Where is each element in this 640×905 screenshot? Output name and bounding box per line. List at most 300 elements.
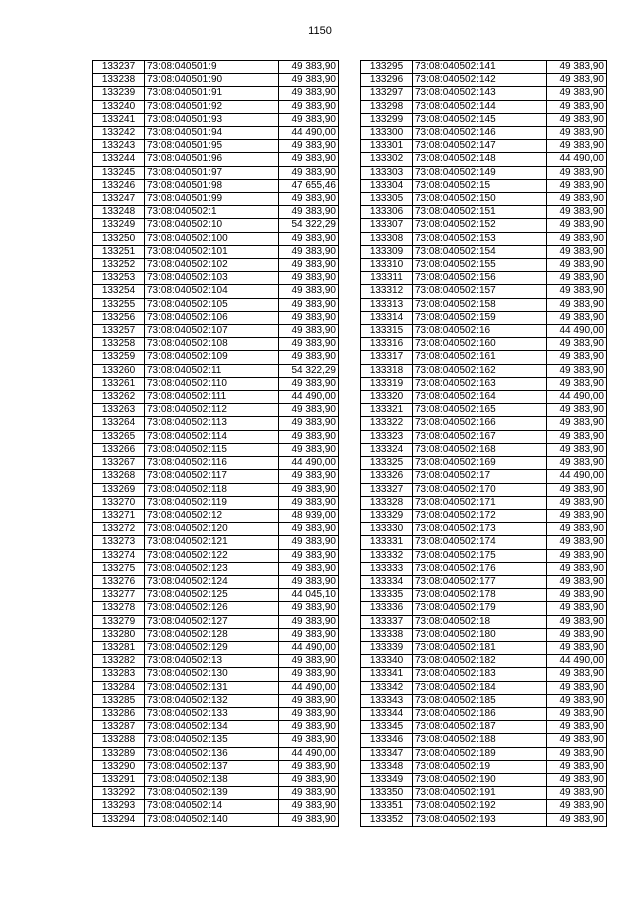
table-row (93, 562, 339, 575)
cadastral-number: 73:08:040502:107 (145, 325, 279, 338)
cadastral-value: 49 383,90 (279, 523, 339, 536)
cadastral-number: 73:08:040502:137 (145, 760, 279, 773)
cadastral-number: 73:08:040502:159 (413, 311, 547, 324)
table-row (93, 800, 339, 813)
table-row (361, 496, 607, 509)
table-row (93, 113, 339, 126)
row-number: 133347 (361, 747, 413, 760)
cadastral-value: 49 383,90 (547, 285, 607, 298)
table-row (361, 470, 607, 483)
cadastral-number: 73:08:040502:161 (413, 351, 547, 364)
cadastral-value: 49 383,90 (547, 193, 607, 206)
row-number: 133320 (361, 391, 413, 404)
cadastral-number: 73:08:040502:170 (413, 483, 547, 496)
row-number: 133311 (361, 272, 413, 285)
table-row (93, 325, 339, 338)
row-number: 133259 (93, 351, 145, 364)
table-row (361, 74, 607, 87)
row-number: 133292 (93, 787, 145, 800)
cadastral-value: 49 383,90 (279, 338, 339, 351)
cadastral-number: 73:08:040502:146 (413, 127, 547, 140)
row-number: 133335 (361, 589, 413, 602)
row-number: 133329 (361, 509, 413, 522)
cadastral-number: 73:08:040501:9 (145, 61, 279, 74)
table-row (361, 800, 607, 813)
cadastral-number: 73:08:040502:138 (145, 773, 279, 786)
cadastral-value: 49 383,90 (279, 575, 339, 588)
cadastral-value: 49 383,90 (279, 61, 339, 74)
table-row (361, 232, 607, 245)
cadastral-value: 44 490,00 (279, 391, 339, 404)
table-row (361, 443, 607, 456)
row-number: 133301 (361, 140, 413, 153)
cadastral-number: 73:08:040502:113 (145, 417, 279, 430)
cadastral-number: 73:08:040502:153 (413, 232, 547, 245)
cadastral-number: 73:08:040502:139 (145, 787, 279, 800)
table-row (93, 100, 339, 113)
table-row (93, 483, 339, 496)
table-row (93, 773, 339, 786)
table-row (361, 193, 607, 206)
cadastral-number: 73:08:040502:144 (413, 100, 547, 113)
cadastral-number: 73:08:040501:91 (145, 87, 279, 100)
table-row (361, 351, 607, 364)
row-number: 133317 (361, 351, 413, 364)
row-number: 133291 (93, 773, 145, 786)
cadastral-value: 49 383,90 (279, 721, 339, 734)
table-row (93, 628, 339, 641)
cadastral-number: 73:08:040502:165 (413, 404, 547, 417)
table-row (93, 87, 339, 100)
table-row (361, 509, 607, 522)
cadastral-number: 73:08:040502:109 (145, 351, 279, 364)
cadastral-value: 48 939,00 (279, 509, 339, 522)
row-number: 133318 (361, 364, 413, 377)
table-row (361, 259, 607, 272)
cadastral-value: 49 383,90 (279, 206, 339, 219)
cadastral-number: 73:08:040502:164 (413, 391, 547, 404)
row-number: 133283 (93, 668, 145, 681)
row-number: 133278 (93, 602, 145, 615)
table-row (361, 655, 607, 668)
table-row (93, 787, 339, 800)
row-number: 133325 (361, 457, 413, 470)
table-row (93, 707, 339, 720)
table-row (361, 575, 607, 588)
cadastral-value: 49 383,90 (547, 589, 607, 602)
table-row (361, 140, 607, 153)
cadastral-number: 73:08:040501:99 (145, 193, 279, 206)
cadastral-value: 49 383,90 (279, 404, 339, 417)
cadastral-number: 73:08:040501:98 (145, 179, 279, 192)
cadastral-value: 49 383,90 (547, 232, 607, 245)
row-number: 133265 (93, 430, 145, 443)
cadastral-value: 49 383,90 (279, 140, 339, 153)
cadastral-value: 49 383,90 (547, 259, 607, 272)
cadastral-value: 49 383,90 (279, 259, 339, 272)
cadastral-number: 73:08:040502:16 (413, 325, 547, 338)
table-row (93, 536, 339, 549)
cadastral-value: 49 383,90 (547, 773, 607, 786)
row-number: 133331 (361, 536, 413, 549)
cadastral-value: 49 383,90 (279, 813, 339, 826)
row-number: 133302 (361, 153, 413, 166)
row-number: 133333 (361, 562, 413, 575)
table-row (361, 615, 607, 628)
cadastral-value: 44 490,00 (279, 127, 339, 140)
cadastral-number: 73:08:040502:101 (145, 245, 279, 258)
cadastral-value: 49 383,90 (279, 193, 339, 206)
table-row (93, 298, 339, 311)
row-number: 133345 (361, 721, 413, 734)
cadastral-number: 73:08:040502:173 (413, 523, 547, 536)
row-number: 133336 (361, 602, 413, 615)
cadastral-value: 49 383,90 (547, 364, 607, 377)
cadastral-value: 49 383,90 (547, 813, 607, 826)
page-number: 1150 (308, 25, 332, 37)
cadastral-value: 49 383,90 (279, 483, 339, 496)
row-number: 133327 (361, 483, 413, 496)
table-row (93, 747, 339, 760)
row-number: 133305 (361, 193, 413, 206)
cadastral-value: 49 383,90 (279, 655, 339, 668)
cadastral-value: 49 383,90 (279, 113, 339, 126)
cadastral-number: 73:08:040502:157 (413, 285, 547, 298)
cadastral-number: 73:08:040502:163 (413, 377, 547, 390)
row-number: 133264 (93, 417, 145, 430)
table-row (93, 813, 339, 826)
table-row (93, 74, 339, 87)
table-row (361, 760, 607, 773)
row-number: 133246 (93, 179, 145, 192)
cadastral-number: 73:08:040502:145 (413, 113, 547, 126)
row-number: 133256 (93, 311, 145, 324)
cadastral-number: 73:08:040502:171 (413, 496, 547, 509)
row-number: 133298 (361, 100, 413, 113)
cadastral-value: 49 383,90 (279, 245, 339, 258)
row-number: 133276 (93, 575, 145, 588)
cadastral-value: 49 383,90 (547, 127, 607, 140)
cadastral-number: 73:08:040502:140 (145, 813, 279, 826)
row-number: 133242 (93, 127, 145, 140)
table-row (93, 430, 339, 443)
cadastral-number: 73:08:040502:149 (413, 166, 547, 179)
table-row (93, 404, 339, 417)
row-number: 133315 (361, 325, 413, 338)
cadastral-number: 73:08:040502:154 (413, 245, 547, 258)
row-number: 133284 (93, 681, 145, 694)
row-number: 133273 (93, 536, 145, 549)
table-row (361, 694, 607, 707)
cadastral-value: 49 383,90 (279, 166, 339, 179)
cadastral-number: 73:08:040502:104 (145, 285, 279, 298)
cadastral-value: 49 383,90 (279, 443, 339, 456)
row-number: 133241 (93, 113, 145, 126)
row-number: 133319 (361, 377, 413, 390)
row-number: 133260 (93, 364, 145, 377)
row-number: 133324 (361, 443, 413, 456)
row-number: 133346 (361, 734, 413, 747)
row-number: 133337 (361, 615, 413, 628)
cadastral-number: 73:08:040502:180 (413, 628, 547, 641)
cadastral-value: 49 383,90 (279, 734, 339, 747)
row-number: 133328 (361, 496, 413, 509)
cadastral-value: 49 383,90 (279, 285, 339, 298)
table-row (361, 153, 607, 166)
cadastral-number: 73:08:040502:118 (145, 483, 279, 496)
cadastral-number: 73:08:040501:90 (145, 74, 279, 87)
cadastral-value: 49 383,90 (279, 707, 339, 720)
row-number: 133322 (361, 417, 413, 430)
cadastral-value: 49 383,90 (547, 87, 607, 100)
cadastral-number: 73:08:040502:126 (145, 602, 279, 615)
table-row (361, 602, 607, 615)
cadastral-value: 49 383,90 (547, 272, 607, 285)
table-row (361, 813, 607, 826)
table-row (93, 496, 339, 509)
table-row (93, 575, 339, 588)
table-row (93, 285, 339, 298)
cadastral-number: 73:08:040502:10 (145, 219, 279, 232)
table-row (93, 760, 339, 773)
table-row (361, 628, 607, 641)
cadastral-number: 73:08:040501:94 (145, 127, 279, 140)
table-row (93, 245, 339, 258)
row-number: 133352 (361, 813, 413, 826)
table-row (93, 721, 339, 734)
row-number: 133252 (93, 259, 145, 272)
cadastral-number: 73:08:040502:112 (145, 404, 279, 417)
cadastral-value: 49 383,90 (547, 734, 607, 747)
row-number: 133245 (93, 166, 145, 179)
row-number: 133316 (361, 338, 413, 351)
cadastral-number: 73:08:040502:168 (413, 443, 547, 456)
cadastral-value: 49 383,90 (547, 166, 607, 179)
row-number: 133251 (93, 245, 145, 258)
cadastral-number: 73:08:040502:148 (413, 153, 547, 166)
row-number: 133267 (93, 457, 145, 470)
cadastral-number: 73:08:040502:103 (145, 272, 279, 285)
table-row (93, 127, 339, 140)
cadastral-number: 73:08:040502:178 (413, 589, 547, 602)
cadastral-value: 49 383,90 (279, 668, 339, 681)
cadastral-value: 44 490,00 (279, 681, 339, 694)
cadastral-value: 44 490,00 (279, 641, 339, 654)
cadastral-number: 73:08:040502:1 (145, 206, 279, 219)
row-number: 133341 (361, 668, 413, 681)
row-number: 133339 (361, 641, 413, 654)
table-row (93, 377, 339, 390)
table-row (361, 641, 607, 654)
cadastral-number: 73:08:040502:152 (413, 219, 547, 232)
cadastral-value: 49 383,90 (547, 100, 607, 113)
table-row (93, 734, 339, 747)
table-row (361, 338, 607, 351)
table-row (361, 523, 607, 536)
cadastral-value: 49 383,90 (547, 575, 607, 588)
row-number: 133250 (93, 232, 145, 245)
cadastral-number: 73:08:040502:193 (413, 813, 547, 826)
cadastral-value: 49 383,90 (279, 377, 339, 390)
cadastral-value: 49 383,90 (547, 245, 607, 258)
cadastral-number: 73:08:040502:182 (413, 655, 547, 668)
cadastral-value: 54 322,29 (279, 219, 339, 232)
cadastral-number: 73:08:040502:100 (145, 232, 279, 245)
cadastral-number: 73:08:040502:135 (145, 734, 279, 747)
cadastral-value: 49 383,90 (279, 153, 339, 166)
cadastral-number: 73:08:040502:162 (413, 364, 547, 377)
row-number: 133306 (361, 206, 413, 219)
table-row (361, 707, 607, 720)
cadastral-value: 49 383,90 (547, 787, 607, 800)
cadastral-number: 73:08:040502:177 (413, 575, 547, 588)
cadastral-number: 73:08:040502:129 (145, 641, 279, 654)
row-number: 133334 (361, 575, 413, 588)
cadastral-value: 49 383,90 (547, 311, 607, 324)
cadastral-value: 49 383,90 (547, 496, 607, 509)
cadastral-number: 73:08:040502:124 (145, 575, 279, 588)
cadastral-number: 73:08:040502:18 (413, 615, 547, 628)
cadastral-value: 47 655,46 (279, 179, 339, 192)
cadastral-value: 44 490,00 (547, 470, 607, 483)
cadastral-value: 49 383,90 (547, 509, 607, 522)
row-number: 133247 (93, 193, 145, 206)
cadastral-value: 49 383,90 (547, 681, 607, 694)
left-table (92, 60, 339, 827)
table-row (361, 272, 607, 285)
row-number: 133255 (93, 298, 145, 311)
cadastral-number: 73:08:040502:192 (413, 800, 547, 813)
row-number: 133314 (361, 311, 413, 324)
row-number: 133307 (361, 219, 413, 232)
cadastral-number: 73:08:040502:128 (145, 628, 279, 641)
cadastral-value: 49 383,90 (547, 219, 607, 232)
table-row (361, 734, 607, 747)
cadastral-number: 73:08:040502:141 (413, 61, 547, 74)
cadastral-value: 49 383,90 (279, 694, 339, 707)
row-number: 133348 (361, 760, 413, 773)
row-number: 133293 (93, 800, 145, 813)
cadastral-number: 73:08:040501:96 (145, 153, 279, 166)
row-number: 133310 (361, 259, 413, 272)
row-number: 133289 (93, 747, 145, 760)
cadastral-value: 49 383,90 (547, 536, 607, 549)
cadastral-value: 49 383,90 (279, 496, 339, 509)
cadastral-number: 73:08:040502:172 (413, 509, 547, 522)
cadastral-value: 49 383,90 (279, 298, 339, 311)
cadastral-number: 73:08:040502:179 (413, 602, 547, 615)
cadastral-value: 49 383,90 (547, 457, 607, 470)
row-number: 133253 (93, 272, 145, 285)
cadastral-number: 73:08:040502:189 (413, 747, 547, 760)
row-number: 133270 (93, 496, 145, 509)
cadastral-value: 49 383,90 (547, 483, 607, 496)
cadastral-number: 73:08:040502:11 (145, 364, 279, 377)
cadastral-value: 49 383,90 (279, 787, 339, 800)
row-number: 133244 (93, 153, 145, 166)
table-row (361, 589, 607, 602)
row-number: 133312 (361, 285, 413, 298)
cadastral-number: 73:08:040502:160 (413, 338, 547, 351)
row-number: 133266 (93, 443, 145, 456)
cadastral-number: 73:08:040502:12 (145, 509, 279, 522)
cadastral-value: 49 383,90 (547, 747, 607, 760)
cadastral-number: 73:08:040502:190 (413, 773, 547, 786)
row-number: 133286 (93, 707, 145, 720)
table-row (93, 549, 339, 562)
table-row (361, 113, 607, 126)
row-number: 133254 (93, 285, 145, 298)
cadastral-value: 49 383,90 (279, 562, 339, 575)
cadastral-number: 73:08:040502:122 (145, 549, 279, 562)
cadastral-number: 73:08:040502:130 (145, 668, 279, 681)
row-number: 133282 (93, 655, 145, 668)
cadastral-number: 73:08:040502:156 (413, 272, 547, 285)
row-number: 133304 (361, 179, 413, 192)
cadastral-number: 73:08:040502:150 (413, 193, 547, 206)
cadastral-number: 73:08:040502:125 (145, 589, 279, 602)
row-number: 133277 (93, 589, 145, 602)
row-number: 133285 (93, 694, 145, 707)
table-row (361, 377, 607, 390)
table-row (361, 562, 607, 575)
row-number: 133240 (93, 100, 145, 113)
table-row (93, 272, 339, 285)
left-table-body (93, 61, 339, 827)
row-number: 133257 (93, 325, 145, 338)
table-row (361, 549, 607, 562)
cadastral-value: 49 383,90 (279, 549, 339, 562)
cadastral-value: 49 383,90 (547, 707, 607, 720)
cadastral-value: 49 383,90 (279, 760, 339, 773)
row-number: 133309 (361, 245, 413, 258)
table-row (361, 536, 607, 549)
cadastral-number: 73:08:040502:175 (413, 549, 547, 562)
table-row (361, 61, 607, 74)
table-row (93, 457, 339, 470)
row-number: 133342 (361, 681, 413, 694)
cadastral-value: 49 383,90 (279, 615, 339, 628)
table-row (361, 364, 607, 377)
cadastral-number: 73:08:040502:184 (413, 681, 547, 694)
cadastral-number: 73:08:040502:151 (413, 206, 547, 219)
row-number: 133248 (93, 206, 145, 219)
cadastral-value: 49 383,90 (547, 338, 607, 351)
table-row (93, 694, 339, 707)
table-row (361, 166, 607, 179)
table-row (361, 206, 607, 219)
cadastral-value: 49 383,90 (279, 232, 339, 245)
row-number: 133281 (93, 641, 145, 654)
cadastral-value: 49 383,90 (547, 562, 607, 575)
table-row (93, 655, 339, 668)
cadastral-number: 73:08:040502:15 (413, 179, 547, 192)
cadastral-number: 73:08:040502:176 (413, 562, 547, 575)
cadastral-value: 49 383,90 (547, 549, 607, 562)
row-number: 133326 (361, 470, 413, 483)
cadastral-value: 49 383,90 (547, 615, 607, 628)
row-number: 133288 (93, 734, 145, 747)
row-number: 133290 (93, 760, 145, 773)
row-number: 133243 (93, 140, 145, 153)
cadastral-value: 44 490,00 (547, 391, 607, 404)
cadastral-number: 73:08:040502:19 (413, 760, 547, 773)
table-row (93, 311, 339, 324)
table-row (93, 470, 339, 483)
table-row (93, 668, 339, 681)
cadastral-number: 73:08:040502:188 (413, 734, 547, 747)
cadastral-number: 73:08:040502:121 (145, 536, 279, 549)
